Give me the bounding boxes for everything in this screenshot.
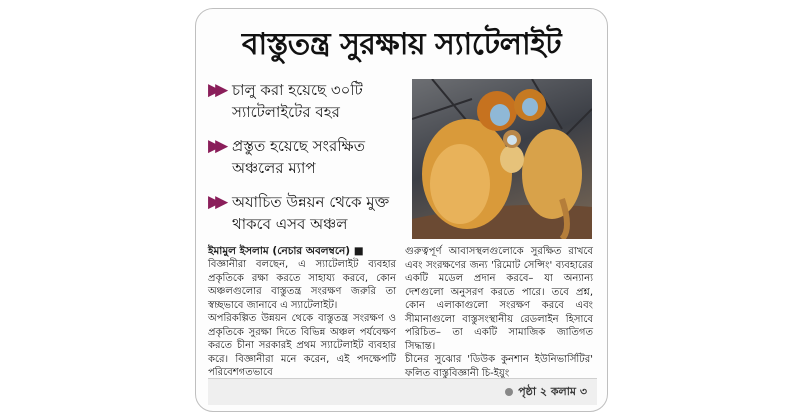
double-arrow-icon: ▶▶ xyxy=(208,192,223,212)
column-2 xyxy=(405,245,593,380)
bullet-item xyxy=(208,191,408,235)
double-arrow-icon: ▶▶ xyxy=(208,80,223,100)
bullet-item xyxy=(208,79,408,123)
page-reference-footer xyxy=(208,378,597,405)
article-columns xyxy=(208,245,593,380)
paragraph: গুরুত্বপূর্ণ আবাসস্থলগুলোকে সুরক্ষিত রাখবে এবং সংরক্ষণের জন্য 'রিমোট সেন্সিং' ব্যবহারের একটি মডেল প্রদান করবে– যা অন্যান্য দেশগুলো অনুসরণ করতে পারে। তবে প্রশ্ন, কোন এলাকাগুলো সংরক্ষণ করবে এবং সীমানাগুলো বাস্তুসংস্থানীয় রেডলাইন হিসাবে পরিচিত– তা একটি সামাজিক জাতিগত সিদ্ধান্ত। xyxy=(405,246,593,352)
bullet-list xyxy=(208,79,408,247)
article-body xyxy=(208,245,593,380)
paragraph: বিজ্ঞানীরা বলছেন, এ স্যাটেলাইট ব্যবহার প্রকৃতিকে রক্ষা করতে সাহায্য করবে, কোন অঞ্চলগুলোর বাস্তুতন্ত্র সংরক্ষণ জরুরি তা স্বচ্ছভাবে জানাবে এ স্যাটেলাইট। xyxy=(208,259,396,311)
monkeys-illustration xyxy=(412,79,592,239)
bullet-line: চালু করা হয়েছে ৩০টি xyxy=(232,81,363,99)
bullet-item xyxy=(208,135,408,179)
bullet-line: স্যাটেলাইটের বহর xyxy=(232,103,340,121)
headline: বাস্তুতন্ত্র সুরক্ষায় স্যাটেলাইট xyxy=(241,27,562,62)
bullet-text xyxy=(232,191,389,235)
bullet-line: অঞ্চলের ম্যাপ xyxy=(232,159,316,177)
bullet-text xyxy=(232,135,365,179)
golden-monkey-photo xyxy=(412,79,592,239)
bullet-dot-icon xyxy=(505,388,513,396)
bullet-line: অযাচিত উন্নয়ন থেকে মুক্ত xyxy=(232,193,390,211)
paragraph: চীনের সুঝোর 'ডিউক কুনশান ইউনিভার্সিটির' ফলিত বাস্তুবিজ্ঞানী চি-ইয়ুং xyxy=(405,354,593,379)
bullet-line: থাকবে এসব অঞ্চল xyxy=(232,215,348,233)
column-1 xyxy=(208,245,396,380)
news-clipping-frame xyxy=(195,8,608,412)
paragraph: অপরিকল্পিত উন্নয়ন থেকে বাস্তুতন্ত্র সংরক্ষণ ও প্রকৃতিকে সুরক্ষা দিতে বিভিন্ন অঞ্চল পর্যবেক্ষণ করতে চীনা সরকারই প্রথম স্যাটেলাইট ব্যবহার করে। বিজ্ঞানীরা মনে করেন, এই পদক্ষেপটি পরিবেশগতভাবে xyxy=(208,313,396,378)
bullet-text xyxy=(232,79,363,123)
page-reference: পৃষ্ঠা ২ কলাম ৩ xyxy=(518,384,587,398)
double-arrow-icon: ▶▶ xyxy=(208,136,223,156)
bullet-line: প্রস্তুত হয়েছে সংরক্ষিত xyxy=(232,137,365,155)
byline: ইমামুল ইসলাম (নেচার অবলম্বনে) ■ xyxy=(208,245,364,257)
